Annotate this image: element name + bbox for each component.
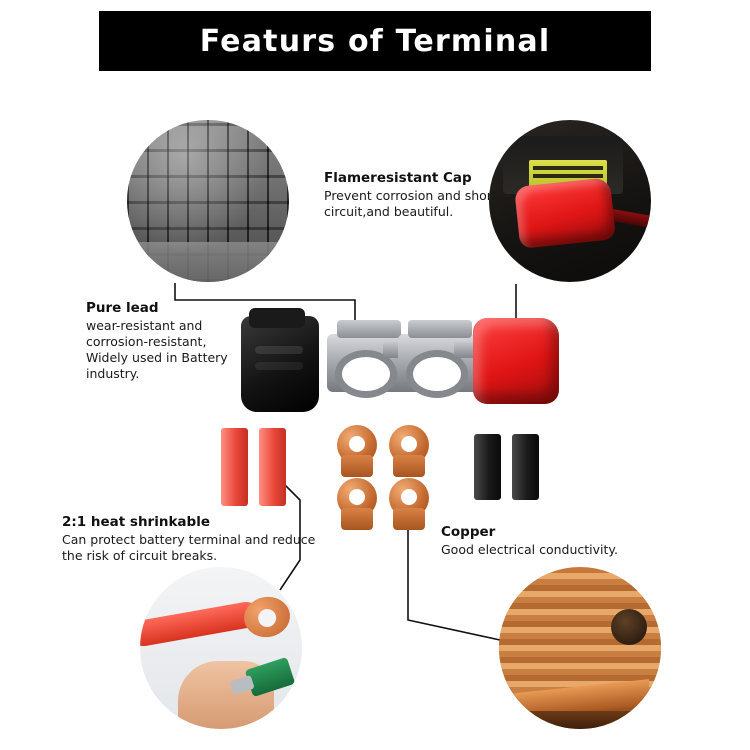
red-terminal-cover [473,318,559,404]
copper-lug-1 [337,425,377,465]
feature-body: wear-resistant and corrosion-resistant, Widely used in Battery industry. [86,318,228,381]
red-battery-terminal-cap-photo [489,120,651,282]
red-cap-photo-part [514,177,616,249]
black-terminal-cover [241,316,319,412]
feature-body: Can protect battery terminal and reduce the risk of circuit breaks. [62,532,316,563]
copper-lug-4 [389,478,429,518]
copper-lug-2 [389,425,429,465]
feature-heading: Pure lead [86,300,159,316]
clamp-ring [406,350,468,398]
red-heat-shrink-tube-2 [259,428,286,506]
red-cable [140,600,261,648]
copper-lug-3 [337,478,377,518]
clamp-ring [335,350,397,398]
feature-body: Good electrical conductivity. [441,542,619,557]
feature-label-copper [441,524,671,558]
feature-label-pure-lead [86,300,246,382]
feature-body: Prevent corrosion and short circuit,and beautiful. [324,188,497,219]
black-heat-shrink-tube-2 [512,434,539,500]
battery-clamp-right [398,334,482,392]
red-heat-shrink-tube-1 [221,428,248,506]
page-title: Featurs of Terminal [199,23,551,59]
title-banner [99,11,651,71]
lead-highlight [127,120,289,282]
cable-lug [241,593,293,640]
feature-label-flame-resistant-cap [324,170,504,220]
copper-coil-photo [499,567,661,729]
heat-shrink-tube-on-cable-photo [140,567,302,729]
feature-heading: Copper [441,524,496,540]
black-heat-shrink-tube-1 [474,434,501,500]
feature-heading: 2:1 heat shrinkable [62,514,210,530]
lead-ingots-photo [127,120,289,282]
feature-label-heat-shrinkable [62,514,322,564]
feature-heading: Flameresistant Cap [324,170,472,186]
copper-roll-core [611,609,647,645]
copper-base [499,711,661,729]
